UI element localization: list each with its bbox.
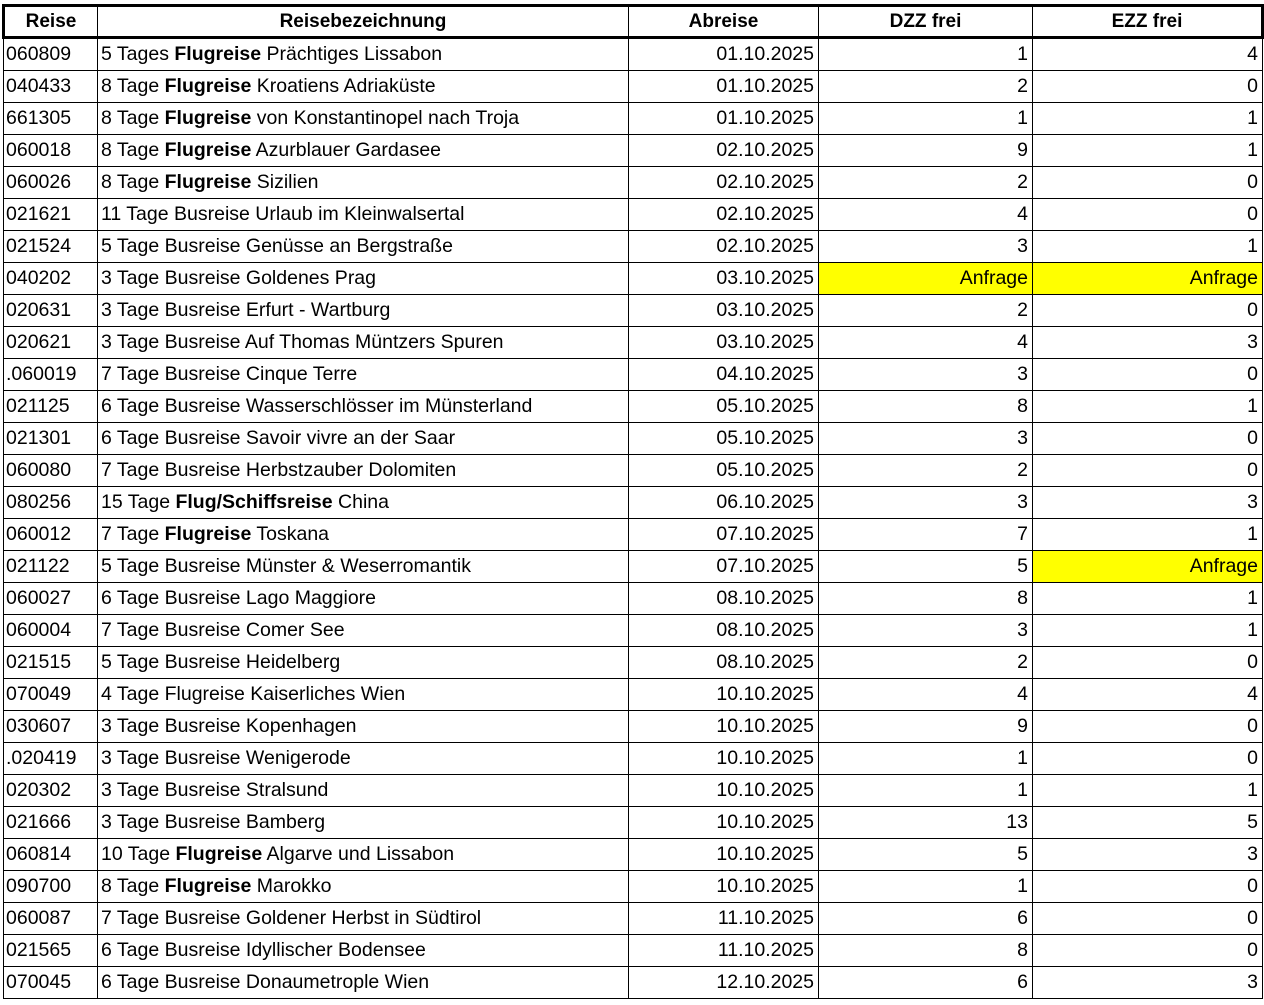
cell-abreise: 08.10.2025 <box>629 615 819 647</box>
trip-name: Lago Maggiore <box>240 587 377 609</box>
cell-reisebezeichnung <box>98 135 629 167</box>
cell-reise: 060080 <box>4 455 98 487</box>
trip-type: Busreise <box>164 363 241 385</box>
cell-reisebezeichnung <box>98 775 629 807</box>
trip-type: Busreise <box>164 619 241 641</box>
table-row <box>4 38 1263 71</box>
table-row <box>4 743 1263 775</box>
cell-dzz-frei: 3 <box>819 423 1033 455</box>
trip-name: Comer See <box>240 619 345 641</box>
trip-duration: 7 Tage <box>101 907 165 929</box>
trip-duration: 6 Tage <box>101 395 165 417</box>
trip-duration: 3 Tage <box>101 747 165 769</box>
cell-dzz-frei: 6 <box>819 903 1033 935</box>
cell-abreise: 03.10.2025 <box>629 263 819 295</box>
cell-abreise: 10.10.2025 <box>629 679 819 711</box>
cell-reisebezeichnung <box>98 519 629 551</box>
trip-name: Toskana <box>251 523 330 545</box>
trip-name: China <box>332 491 389 513</box>
cell-reisebezeichnung <box>98 967 629 999</box>
cell-ezz-frei: 4 <box>1033 679 1263 711</box>
cell-reise: 021666 <box>4 807 98 839</box>
trip-name: Stralsund <box>240 779 329 801</box>
header-row <box>4 6 1263 38</box>
cell-reisebezeichnung <box>98 231 629 263</box>
cell-ezz-frei: 0 <box>1033 167 1263 199</box>
cell-abreise: 02.10.2025 <box>629 199 819 231</box>
trip-type: Busreise <box>164 427 241 449</box>
cell-abreise: 08.10.2025 <box>629 583 819 615</box>
trip-name: Urlaub im Kleinwalsertal <box>249 203 465 225</box>
trip-duration: 6 Tage <box>101 971 165 993</box>
trip-duration: 15 Tage <box>101 491 176 513</box>
cell-ezz-frei: 3 <box>1033 487 1263 519</box>
cell-dzz-frei: 8 <box>819 583 1033 615</box>
cell-reisebezeichnung <box>98 359 629 391</box>
cell-dzz-frei: 4 <box>819 327 1033 359</box>
trip-type: Flugreise <box>174 43 262 65</box>
trip-name: Prächtiges Lissabon <box>261 43 443 65</box>
trip-name: Goldenes Prag <box>240 267 377 289</box>
cell-reisebezeichnung <box>98 295 629 327</box>
trip-duration: 3 Tage <box>101 779 165 801</box>
cell-reise: 021125 <box>4 391 98 423</box>
cell-reise: .020419 <box>4 743 98 775</box>
trip-type: Busreise <box>164 587 241 609</box>
cell-abreise: 02.10.2025 <box>629 167 819 199</box>
cell-abreise: 08.10.2025 <box>629 647 819 679</box>
trip-type: Busreise <box>164 651 241 673</box>
table-body <box>4 38 1263 999</box>
cell-reisebezeichnung <box>98 455 629 487</box>
cell-reisebezeichnung <box>98 38 629 71</box>
trip-type: Flugreise <box>164 107 252 129</box>
table-row <box>4 71 1263 103</box>
cell-ezz-frei: 0 <box>1033 871 1263 903</box>
cell-dzz-frei: 8 <box>819 935 1033 967</box>
cell-reise: 021524 <box>4 231 98 263</box>
cell-ezz-frei: 0 <box>1033 199 1263 231</box>
trip-duration: 8 Tage <box>101 107 165 129</box>
cell-ezz-frei: 0 <box>1033 71 1263 103</box>
cell-dzz-frei: 3 <box>819 615 1033 647</box>
table-row <box>4 103 1263 135</box>
trip-duration: 3 Tage <box>101 331 165 353</box>
trip-duration: 8 Tage <box>101 875 165 897</box>
cell-ezz-frei: 1 <box>1033 519 1263 551</box>
cell-ezz-frei: 0 <box>1033 455 1263 487</box>
cell-reisebezeichnung <box>98 199 629 231</box>
cell-reise: 060814 <box>4 839 98 871</box>
cell-abreise: 10.10.2025 <box>629 839 819 871</box>
trip-duration: 4 Tage <box>101 683 165 705</box>
cell-reisebezeichnung <box>98 647 629 679</box>
table-row <box>4 231 1263 263</box>
cell-reisebezeichnung <box>98 263 629 295</box>
header-dzz-frei: DZZ frei <box>819 6 1033 38</box>
trip-duration: 3 Tage <box>101 299 165 321</box>
cell-reisebezeichnung <box>98 391 629 423</box>
cell-reise: 080256 <box>4 487 98 519</box>
cell-dzz-frei: 2 <box>819 71 1033 103</box>
cell-abreise: 02.10.2025 <box>629 135 819 167</box>
cell-reise: 070049 <box>4 679 98 711</box>
cell-dzz-frei: 2 <box>819 455 1033 487</box>
cell-abreise: 10.10.2025 <box>629 775 819 807</box>
trips-table <box>2 4 1264 999</box>
header-abreise: Abreise <box>629 6 819 38</box>
trip-type: Busreise <box>164 267 241 289</box>
cell-reise: 070045 <box>4 967 98 999</box>
trip-name: Donaumetrople Wien <box>240 971 430 993</box>
cell-abreise: 07.10.2025 <box>629 519 819 551</box>
trip-name: Wasserschlösser im Münsterland <box>240 395 533 417</box>
cell-abreise: 12.10.2025 <box>629 967 819 999</box>
cell-reise: 030607 <box>4 711 98 743</box>
trip-duration: 3 Tage <box>101 267 165 289</box>
cell-abreise: 01.10.2025 <box>629 38 819 71</box>
cell-reise: 020302 <box>4 775 98 807</box>
cell-abreise: 10.10.2025 <box>629 807 819 839</box>
cell-dzz-frei: 7 <box>819 519 1033 551</box>
cell-reise: 020631 <box>4 295 98 327</box>
cell-abreise: 10.10.2025 <box>629 871 819 903</box>
table-row <box>4 391 1263 423</box>
cell-reise: 040202 <box>4 263 98 295</box>
header-ezz-frei: EZZ frei <box>1033 6 1263 38</box>
trip-name: Herbstzauber Dolomiten <box>240 459 457 481</box>
cell-abreise: 05.10.2025 <box>629 423 819 455</box>
trip-name: Goldener Herbst in Südtirol <box>240 907 482 929</box>
trip-type: Busreise <box>164 299 241 321</box>
cell-reisebezeichnung <box>98 615 629 647</box>
cell-reise: .060019 <box>4 359 98 391</box>
cell-dzz-frei: 3 <box>819 231 1033 263</box>
cell-dzz-frei: 4 <box>819 679 1033 711</box>
cell-abreise: 11.10.2025 <box>629 903 819 935</box>
cell-ezz-frei: 0 <box>1033 903 1263 935</box>
trip-duration: 6 Tage <box>101 587 165 609</box>
table-row <box>4 263 1263 295</box>
table-row <box>4 583 1263 615</box>
trip-name: Auf Thomas Müntzers Spuren <box>240 331 504 353</box>
table-row <box>4 455 1263 487</box>
trip-duration: 7 Tage <box>101 459 165 481</box>
table-row <box>4 711 1263 743</box>
cell-dzz-frei: 5 <box>819 839 1033 871</box>
cell-reisebezeichnung <box>98 327 629 359</box>
cell-reisebezeichnung <box>98 839 629 871</box>
cell-ezz-frei: 1 <box>1033 231 1263 263</box>
cell-dzz-frei: 9 <box>819 135 1033 167</box>
cell-reise: 060018 <box>4 135 98 167</box>
cell-ezz-frei: 0 <box>1033 711 1263 743</box>
trip-type: Flugreise <box>164 683 245 705</box>
cell-abreise: 07.10.2025 <box>629 551 819 583</box>
header-reise: Reise <box>4 6 98 38</box>
table-row <box>4 871 1263 903</box>
cell-reisebezeichnung <box>98 103 629 135</box>
table-row <box>4 423 1263 455</box>
cell-dzz-frei: Anfrage <box>819 263 1033 295</box>
trip-name: von Konstantinopel nach Troja <box>251 107 520 129</box>
cell-dzz-frei: 13 <box>819 807 1033 839</box>
table-row <box>4 839 1263 871</box>
trip-name: Genüsse an Bergstraße <box>240 235 453 257</box>
trip-name: Algarve und Lissabon <box>262 843 455 865</box>
table-row <box>4 903 1263 935</box>
table-row <box>4 679 1263 711</box>
cell-abreise: 05.10.2025 <box>629 455 819 487</box>
cell-reisebezeichnung <box>98 903 629 935</box>
table-row <box>4 935 1263 967</box>
cell-abreise: 11.10.2025 <box>629 935 819 967</box>
trip-type: Busreise <box>164 779 241 801</box>
trip-type: Flugreise <box>175 843 263 865</box>
table-row <box>4 615 1263 647</box>
cell-ezz-frei: 3 <box>1033 967 1263 999</box>
cell-abreise: 06.10.2025 <box>629 487 819 519</box>
cell-ezz-frei: 1 <box>1033 391 1263 423</box>
trip-type: Busreise <box>164 555 241 577</box>
cell-reise: 040433 <box>4 71 98 103</box>
cell-dzz-frei: 3 <box>819 487 1033 519</box>
cell-dzz-frei: 3 <box>819 359 1033 391</box>
cell-reise: 021515 <box>4 647 98 679</box>
cell-reise: 060809 <box>4 38 98 71</box>
cell-ezz-frei: 0 <box>1033 935 1263 967</box>
cell-ezz-frei: 3 <box>1033 839 1263 871</box>
trip-duration: 11 Tage <box>101 203 175 225</box>
table-row <box>4 295 1263 327</box>
table-row <box>4 519 1263 551</box>
trip-duration: 8 Tage <box>101 171 165 193</box>
cell-reise: 060026 <box>4 167 98 199</box>
trip-name: Savoir vivre an der Saar <box>240 427 456 449</box>
trip-duration: 6 Tage <box>101 939 165 961</box>
trip-type: Busreise <box>164 331 241 353</box>
trip-type: Busreise <box>164 747 241 769</box>
table-row <box>4 647 1263 679</box>
trip-type: Flugreise <box>164 139 252 161</box>
table-row <box>4 807 1263 839</box>
trip-type: Busreise <box>164 811 241 833</box>
cell-abreise: 03.10.2025 <box>629 327 819 359</box>
cell-abreise: 10.10.2025 <box>629 743 819 775</box>
cell-ezz-frei: 4 <box>1033 38 1263 71</box>
cell-reise: 060012 <box>4 519 98 551</box>
trip-type: Flug/Schiffsreise <box>175 491 333 513</box>
cell-reise: 021122 <box>4 551 98 583</box>
cell-reisebezeichnung <box>98 583 629 615</box>
cell-abreise: 05.10.2025 <box>629 391 819 423</box>
trip-type: Busreise <box>164 971 241 993</box>
cell-ezz-frei: Anfrage <box>1033 263 1263 295</box>
cell-ezz-frei: 5 <box>1033 807 1263 839</box>
trip-type: Flugreise <box>164 875 252 897</box>
trip-type: Flugreise <box>164 171 252 193</box>
cell-ezz-frei: 3 <box>1033 327 1263 359</box>
cell-reisebezeichnung <box>98 487 629 519</box>
trip-duration: 3 Tage <box>101 715 165 737</box>
cell-dzz-frei: 8 <box>819 391 1033 423</box>
cell-reisebezeichnung <box>98 167 629 199</box>
cell-reise: 060087 <box>4 903 98 935</box>
table-row <box>4 135 1263 167</box>
cell-ezz-frei: 0 <box>1033 647 1263 679</box>
cell-ezz-frei: 0 <box>1033 295 1263 327</box>
cell-abreise: 03.10.2025 <box>629 295 819 327</box>
cell-ezz-frei: 0 <box>1033 359 1263 391</box>
table-row <box>4 359 1263 391</box>
cell-ezz-frei: 1 <box>1033 583 1263 615</box>
cell-reisebezeichnung <box>98 551 629 583</box>
cell-reisebezeichnung <box>98 743 629 775</box>
cell-reisebezeichnung <box>98 807 629 839</box>
cell-ezz-frei: Anfrage <box>1033 551 1263 583</box>
trip-type: Busreise <box>164 459 241 481</box>
trip-type: Busreise <box>164 907 241 929</box>
cell-dzz-frei: 4 <box>819 199 1033 231</box>
table-row <box>4 775 1263 807</box>
table-row <box>4 551 1263 583</box>
cell-dzz-frei: 2 <box>819 295 1033 327</box>
trip-type: Flugreise <box>164 523 252 545</box>
cell-ezz-frei: 0 <box>1033 743 1263 775</box>
trip-type: Flugreise <box>164 75 252 97</box>
cell-reise: 661305 <box>4 103 98 135</box>
cell-dzz-frei: 1 <box>819 38 1033 71</box>
trip-duration: 7 Tage <box>101 619 165 641</box>
cell-ezz-frei: 1 <box>1033 615 1263 647</box>
trip-name: Idyllischer Bodensee <box>240 939 426 961</box>
cell-dzz-frei: 1 <box>819 775 1033 807</box>
cell-ezz-frei: 1 <box>1033 135 1263 167</box>
cell-dzz-frei: 6 <box>819 967 1033 999</box>
trip-duration: 5 Tages <box>101 43 175 65</box>
trip-type: Busreise <box>164 395 241 417</box>
trip-name: Wenigerode <box>240 747 351 769</box>
trip-name: Bamberg <box>240 811 326 833</box>
trip-type: Busreise <box>174 203 250 225</box>
trip-duration: 7 Tage <box>101 363 165 385</box>
cell-reise: 060027 <box>4 583 98 615</box>
cell-reisebezeichnung <box>98 935 629 967</box>
cell-reise: 021301 <box>4 423 98 455</box>
table-row <box>4 487 1263 519</box>
trip-name: Erfurt - Wartburg <box>240 299 391 321</box>
trip-duration: 7 Tage <box>101 523 165 545</box>
trip-name: Azurblauer Gardasee <box>251 139 442 161</box>
cell-ezz-frei: 1 <box>1033 103 1263 135</box>
trip-type: Busreise <box>164 939 241 961</box>
trip-duration: 8 Tage <box>101 75 165 97</box>
cell-reisebezeichnung <box>98 871 629 903</box>
trip-duration: 5 Tage <box>101 235 165 257</box>
cell-reisebezeichnung <box>98 423 629 455</box>
trip-name: Kopenhagen <box>240 715 357 737</box>
cell-reisebezeichnung <box>98 711 629 743</box>
trip-name: Sizilien <box>251 171 319 193</box>
trip-name: Marokko <box>251 875 332 897</box>
cell-dzz-frei: 1 <box>819 103 1033 135</box>
trip-type: Busreise <box>164 235 241 257</box>
trip-duration: 3 Tage <box>101 811 165 833</box>
cell-dzz-frei: 2 <box>819 647 1033 679</box>
trip-duration: 5 Tage <box>101 651 165 673</box>
cell-abreise: 02.10.2025 <box>629 231 819 263</box>
table-row <box>4 327 1263 359</box>
cell-dzz-frei: 1 <box>819 871 1033 903</box>
cell-reise: 060004 <box>4 615 98 647</box>
table-row <box>4 167 1263 199</box>
cell-reisebezeichnung <box>98 679 629 711</box>
trip-duration: 8 Tage <box>101 139 165 161</box>
cell-dzz-frei: 5 <box>819 551 1033 583</box>
header-reisebezeichnung: Reisebezeichnung <box>98 6 629 38</box>
table-row <box>4 967 1263 999</box>
cell-abreise: 04.10.2025 <box>629 359 819 391</box>
cell-reise: 020621 <box>4 327 98 359</box>
trip-duration: 10 Tage <box>101 843 176 865</box>
table-row <box>4 199 1263 231</box>
trip-name: Cinque Terre <box>240 363 358 385</box>
cell-abreise: 10.10.2025 <box>629 711 819 743</box>
cell-reise: 021621 <box>4 199 98 231</box>
trip-name: Kaiserliches Wien <box>244 683 406 705</box>
trip-duration: 5 Tage <box>101 555 165 577</box>
cell-ezz-frei: 0 <box>1033 423 1263 455</box>
trip-name: Münster & Weserromantik <box>240 555 471 577</box>
trip-duration: 6 Tage <box>101 427 165 449</box>
cell-dzz-frei: 2 <box>819 167 1033 199</box>
trip-type: Busreise <box>164 715 241 737</box>
cell-abreise: 01.10.2025 <box>629 71 819 103</box>
cell-dzz-frei: 9 <box>819 711 1033 743</box>
cell-reise: 021565 <box>4 935 98 967</box>
trip-name: Kroatiens Adriaküste <box>251 75 436 97</box>
cell-reise: 090700 <box>4 871 98 903</box>
trip-name: Heidelberg <box>240 651 341 673</box>
cell-abreise: 01.10.2025 <box>629 103 819 135</box>
cell-dzz-frei: 1 <box>819 743 1033 775</box>
cell-ezz-frei: 1 <box>1033 775 1263 807</box>
cell-reisebezeichnung <box>98 71 629 103</box>
